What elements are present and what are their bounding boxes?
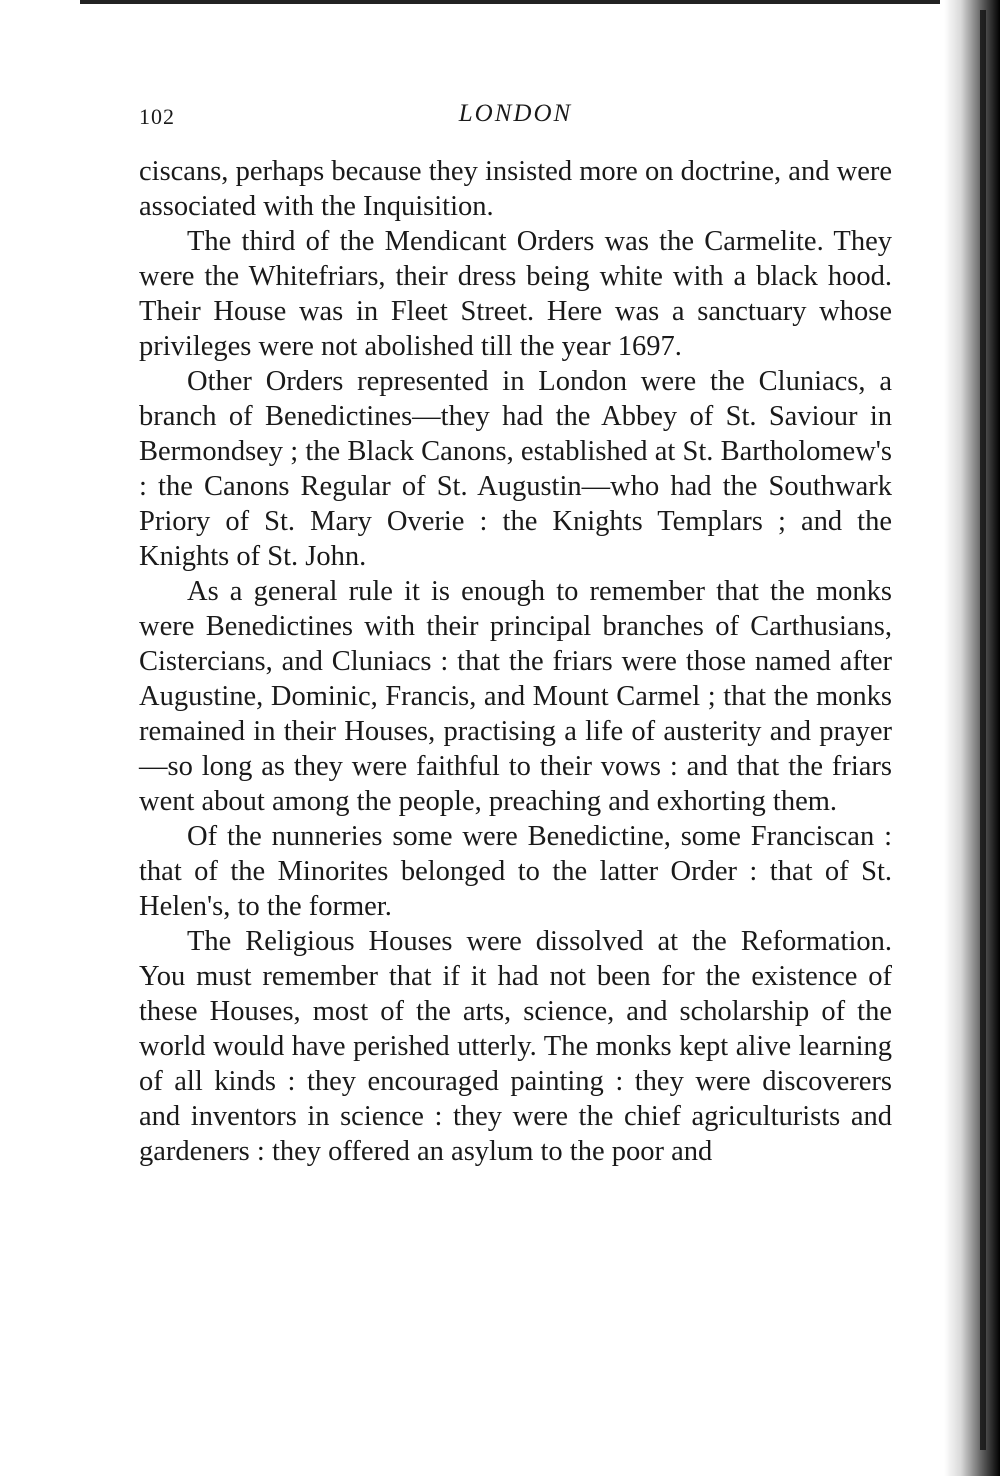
running-head (139, 100, 892, 136)
paragraph-continued: ciscans, perhaps because they insisted more on doctrine, and were associated with the Inquisition. (139, 156, 892, 222)
spine-edge (980, 10, 986, 1450)
paragraph-other-orders: Other Orders represented in London were the Cluniacs, a branch of Benedictines—they had the Abbey of St. Saviour in Bermondsey ; the Black Canons, established at St. Bartholomew's : the Canons Regular of St. Augustin—who had the Southwark Priory of St. Mary Overie : the Knights Templars ; and the Knights of St. John. (139, 366, 892, 572)
paragraph-nunneries: Of the nunneries some were Benedictine, some Franciscan : that of the Minorites belonged to the latter Order : that of St. Helen's, to the former. (139, 821, 892, 922)
page-number: 102 (139, 104, 175, 129)
spine-shadow (944, 0, 1000, 1476)
body-text (139, 154, 892, 1169)
top-edge-rule (80, 0, 940, 4)
running-title: LONDON (458, 100, 573, 127)
paragraph-dissolution: The Religious Houses were dissolved at the Reformation. You must remember that if it had not been for the existence of these Houses, most of the arts, science, and scholarship of the world would have perished utterly. The monks kept alive learning of all kinds : they encouraged painting : they were discoverers and inventors in science : they were the chief agriculturists and gardeners : they offered an asylum to the poor and (139, 926, 892, 1167)
paragraph-general-rule: As a general rule it is enough to remember that the monks were Benedictines with their principal branches of Carthusians, Cistercians, and Cluniacs : that the friars were those named after Augustine, Dominic, Francis, and Mount Carmel ; that the monks remained in their Houses, practising a life of austerity and prayer—so long as they were faithful to their vows : and that the friars went about among the people, preaching and exhorting them. (139, 576, 892, 817)
paragraph-carmelites: The third of the Mendicant Orders was the Carmelite. They were the Whitefriars, their dress being white with a black hood. Their House was in Fleet Street. Here was a sanctuary whose privileges were not abolished till the year 1697. (139, 226, 892, 362)
